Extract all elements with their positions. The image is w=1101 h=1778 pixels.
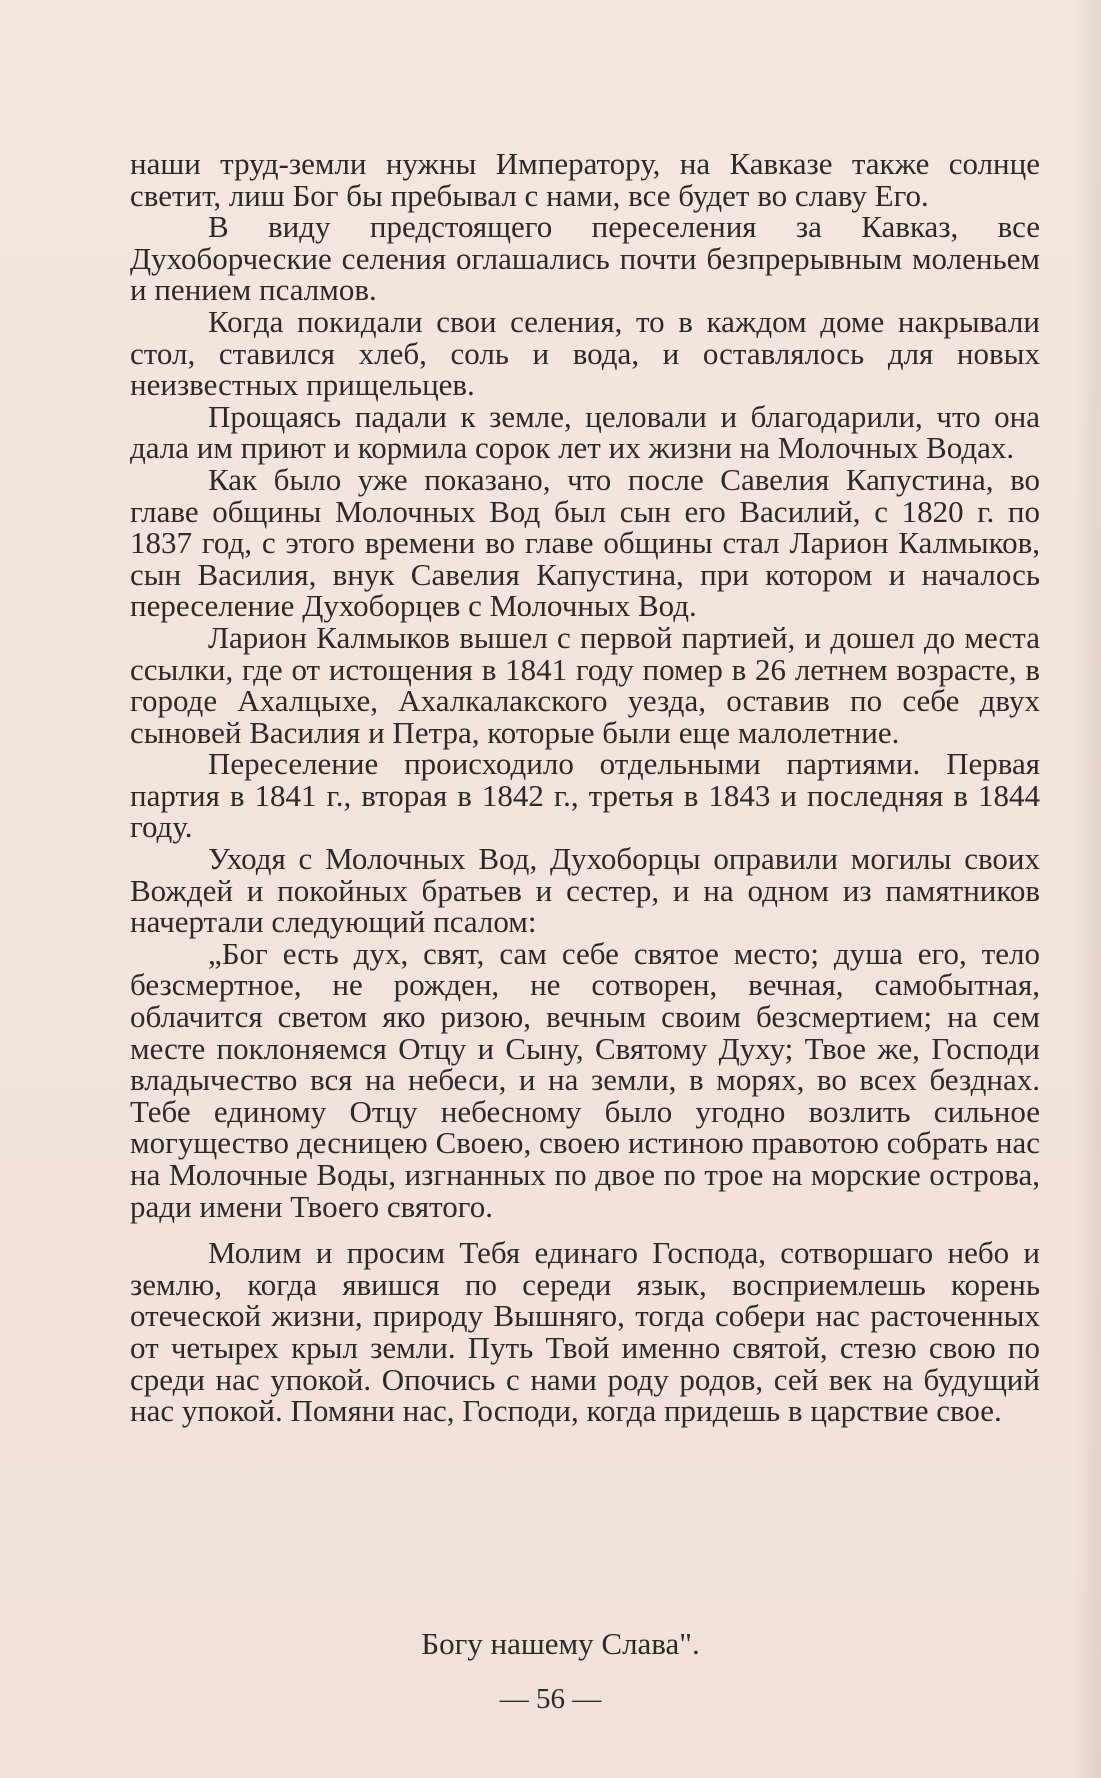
page-number: — 56 — (499, 1683, 602, 1715)
paragraph-6: Ларион Калмыков вышел с первой партией, и дошел до места ссылки, где от истощения в 1841 году помер в 26 летнем возрасте, в городе Ахалцыхе, Ахалкалакского уезда, оставив по себе двух сыновей Василия и Петра, которые были еще малолетние. (130, 619, 1040, 750)
paragraph-1: наши труд-земли нужны Императору, на Кавказе также солнце светит, лиш Бог бы пребывал с нами, все будет во славу Его. (130, 146, 1040, 213)
paragraph-5: Как было уже показано, что после Савелия Капустина, во главе общины Молочных Вод был сын его Василий, с 1820 г. по 1837 год, с этого времени во главе общины стал Ларион Калмыков, сын Василия, внук Савелия Капустина, при котором и началось переселение Духоборцев с Молочных Вод. (130, 461, 1040, 624)
prayer-paragraph: Молим и просим Тебя единаго Господа, сотворшаго небо и землю, когда явишся по середи язык, восприемлешь корень отеческой жизни, природу Вышняго, тогда собери нас расточенных от четырех крыл земли. Путь Твой именно святой, стезю свою по среди нас упокой. Опочись с нами роду родов, сей век на будущий нас упокой. Помяни нас, Господи, когда придешь в царствие свое. (130, 1235, 1040, 1429)
body-text (130, 148, 1040, 1427)
paragraph-7: Переселение происходило отдельными партиями. Первая партия в 1841 г., вторая в 1842 г., третья в 1843 и последняя в 1844 году. (130, 746, 1040, 845)
paragraph-3: Когда покидали свои селения, то в каждом доме накрывали стол, ставился хлеб, соль и вода, и оставлялось для новых неизвестных прищельцев. (130, 303, 1040, 403)
paragraph-4: Прощаясь падали к земле, целовали и благодарили, что она дала им приют и кормила сорок лет их жизни на Молочных Водах. (130, 398, 1040, 466)
paragraph-2: В виду предстоящего переселения за Кавказ, все Духоборческие селения оглашались почти безпрерывным моленьем и пением псалмов. (130, 209, 1040, 308)
closing-line: Богу нашему Слава". (421, 1626, 700, 1661)
paragraph-8: Уходя с Молочных Вод, Духоборцы оправили могилы своих Вождей и покойных братьев и сестер, и на одном из памятников начертали следующий псалом: (130, 841, 1040, 940)
psalm-paragraph: „Бог есть дух, свят, сам себе святое место; душа его, тело безсмертное, не рожден, не сотворен, вечная, самобытная, облачится светом яко ризою, вечным своим безсмертием; на сем месте поклоняемся Отцу и Сыну, Святому Духу; Твое же, Господи владычество вся на небеси, и на земли, в морях, во всех безднах. Тебе единому Отцу небесному было угодно возлить сильное могущество десницею Своею, своею истиною правотою собрать нас на Молочные Воды, изгнанных по двое по трое на морские острова, ради имени Твоего святого. (130, 935, 1040, 1224)
